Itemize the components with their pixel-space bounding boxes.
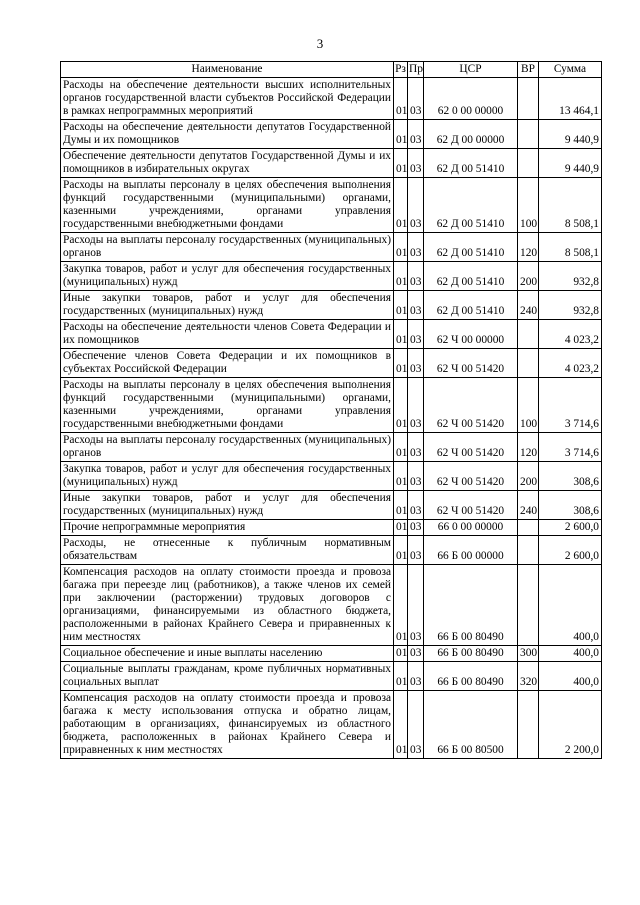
cell-rz: 01 [394, 462, 408, 491]
cell-vr: 120 [518, 433, 539, 462]
cell-csr: 62 0 00 00000 [424, 78, 518, 120]
table-row [61, 349, 602, 378]
table-header-row [61, 62, 602, 78]
cell-csr: 62 Д 00 51410 [424, 149, 518, 178]
cell-name: Прочие непрограммные мероприятия [61, 520, 394, 536]
cell-name: Иные закупки товаров, работ и услуг для обеспечения государственных (муниципальных) нужд [61, 291, 394, 320]
cell-name: Компенсация расходов на оплату стоимости проезда и провоза багажа к месту использования отпуска и обратно лицам, работающим в организациях, финансируемых из областного бюджета, расположенных в районах Крайнего Севера и приравненных к ним местностях [61, 691, 394, 759]
table-row [61, 491, 602, 520]
cell-vr: 200 [518, 262, 539, 291]
cell-vr: 120 [518, 233, 539, 262]
cell-pr: 03 [408, 565, 424, 646]
cell-vr: 300 [518, 646, 539, 662]
cell-csr: 66 Б 00 80490 [424, 646, 518, 662]
cell-csr: 62 Ч 00 51420 [424, 491, 518, 520]
cell-sum: 3 714,6 [539, 378, 602, 433]
cell-name: Расходы на обеспечение деятельности высших исполнительных органов государственной власти субъектов Российской Федерации в рамках непрограммных мероприятий [61, 78, 394, 120]
cell-sum: 2 200,0 [539, 691, 602, 759]
table-row [61, 78, 602, 120]
cell-sum: 4 023,2 [539, 320, 602, 349]
cell-vr: 200 [518, 462, 539, 491]
table-row [61, 565, 602, 646]
cell-vr [518, 520, 539, 536]
cell-name: Иные закупки товаров, работ и услуг для обеспечения государственных (муниципальных) нужд [61, 491, 394, 520]
cell-pr: 03 [408, 262, 424, 291]
header-name: Наименование [61, 62, 394, 78]
cell-pr: 03 [408, 646, 424, 662]
table-row [61, 120, 602, 149]
cell-csr: 66 Б 00 00000 [424, 536, 518, 565]
cell-pr: 03 [408, 349, 424, 378]
table-row [61, 646, 602, 662]
table-row [61, 378, 602, 433]
cell-sum: 13 464,1 [539, 78, 602, 120]
table-row [61, 233, 602, 262]
cell-pr: 03 [408, 120, 424, 149]
cell-csr: 62 Д 00 51410 [424, 178, 518, 233]
cell-vr: 100 [518, 378, 539, 433]
cell-vr: 320 [518, 662, 539, 691]
cell-name: Расходы на выплаты персоналу государственных (муниципальных) органов [61, 433, 394, 462]
cell-csr: 62 Ч 00 51420 [424, 433, 518, 462]
cell-pr: 03 [408, 691, 424, 759]
cell-sum: 400,0 [539, 662, 602, 691]
cell-pr: 03 [408, 233, 424, 262]
cell-csr: 62 Д 00 00000 [424, 120, 518, 149]
cell-rz: 01 [394, 149, 408, 178]
cell-vr [518, 320, 539, 349]
cell-sum: 8 508,1 [539, 178, 602, 233]
cell-pr: 03 [408, 291, 424, 320]
header-csr: ЦСР [424, 62, 518, 78]
cell-sum: 308,6 [539, 462, 602, 491]
cell-vr [518, 691, 539, 759]
page-number: 3 [316, 36, 324, 51]
cell-rz: 01 [394, 120, 408, 149]
cell-vr: 240 [518, 291, 539, 320]
cell-rz: 01 [394, 233, 408, 262]
cell-sum: 400,0 [539, 646, 602, 662]
cell-csr: 62 Ч 00 51420 [424, 378, 518, 433]
cell-sum: 932,8 [539, 262, 602, 291]
cell-vr [518, 149, 539, 178]
cell-sum: 2 600,0 [539, 536, 602, 565]
cell-rz: 01 [394, 691, 408, 759]
cell-pr: 03 [408, 536, 424, 565]
cell-rz: 01 [394, 378, 408, 433]
cell-name: Закупка товаров, работ и услуг для обеспечения государственных (муниципальных) нужд [61, 262, 394, 291]
cell-csr: 62 Ч 00 51420 [424, 349, 518, 378]
cell-sum: 308,6 [539, 491, 602, 520]
header-sum: Сумма [539, 62, 602, 78]
cell-rz: 01 [394, 520, 408, 536]
cell-name: Обеспечение деятельности депутатов Государственной Думы и их помощников в избирательных округах [61, 149, 394, 178]
table-row [61, 262, 602, 291]
cell-pr: 03 [408, 520, 424, 536]
cell-name: Расходы на обеспечение деятельности депутатов Государственной Думы и их помощников [61, 120, 394, 149]
cell-sum: 9 440,9 [539, 120, 602, 149]
cell-csr: 66 0 00 00000 [424, 520, 518, 536]
cell-pr: 03 [408, 662, 424, 691]
cell-sum: 2 600,0 [539, 520, 602, 536]
cell-rz: 01 [394, 291, 408, 320]
cell-rz: 01 [394, 565, 408, 646]
cell-vr: 240 [518, 491, 539, 520]
cell-name: Закупка товаров, работ и услуг для обеспечения государственных (муниципальных) нужд [61, 462, 394, 491]
cell-sum: 400,0 [539, 565, 602, 646]
cell-rz: 01 [394, 536, 408, 565]
cell-name: Расходы на обеспечение деятельности членов Совета Федерации и их помощников [61, 320, 394, 349]
cell-rz: 01 [394, 646, 408, 662]
table-row [61, 462, 602, 491]
cell-vr [518, 349, 539, 378]
cell-rz: 01 [394, 78, 408, 120]
cell-rz: 01 [394, 320, 408, 349]
cell-pr: 03 [408, 491, 424, 520]
cell-sum: 8 508,1 [539, 233, 602, 262]
table-row [61, 291, 602, 320]
budget-table [60, 61, 602, 759]
table-row [61, 149, 602, 178]
table-row [61, 178, 602, 233]
table-row [61, 520, 602, 536]
table-row [61, 662, 602, 691]
cell-csr: 66 Б 00 80490 [424, 565, 518, 646]
cell-pr: 03 [408, 320, 424, 349]
header-pr: Пр [408, 62, 424, 78]
cell-name: Расходы на выплаты персоналу государственных (муниципальных) органов [61, 233, 394, 262]
cell-csr: 62 Д 00 51410 [424, 291, 518, 320]
cell-rz: 01 [394, 662, 408, 691]
cell-sum: 3 714,6 [539, 433, 602, 462]
cell-pr: 03 [408, 462, 424, 491]
cell-name: Социальные выплаты гражданам, кроме публичных нормативных социальных выплат [61, 662, 394, 691]
table-row [61, 536, 602, 565]
cell-csr: 62 Д 00 51410 [424, 262, 518, 291]
header-vr: ВР [518, 62, 539, 78]
cell-csr: 62 Ч 00 00000 [424, 320, 518, 349]
cell-pr: 03 [408, 178, 424, 233]
cell-rz: 01 [394, 178, 408, 233]
cell-rz: 01 [394, 433, 408, 462]
cell-rz: 01 [394, 262, 408, 291]
cell-vr [518, 78, 539, 120]
cell-csr: 66 Б 00 80490 [424, 662, 518, 691]
cell-name: Расходы на выплаты персоналу в целях обеспечения выполнения функций государственными (муниципальными) органами, казенными учреждениями, органами управления государственными внебюджетными фондами [61, 178, 394, 233]
cell-vr [518, 536, 539, 565]
table-body [61, 78, 602, 759]
table-row [61, 433, 602, 462]
cell-sum: 9 440,9 [539, 149, 602, 178]
header-rz: Рз [394, 62, 408, 78]
cell-vr [518, 120, 539, 149]
cell-pr: 03 [408, 78, 424, 120]
cell-csr: 62 Д 00 51410 [424, 233, 518, 262]
table-row [61, 691, 602, 759]
cell-pr: 03 [408, 149, 424, 178]
cell-name: Компенсация расходов на оплату стоимости проезда и провоза багажа при переезде лиц (работников), а также членов их семей при заключении (расторжении) трудовых договоров с организациями, финансируемыми из областного бюджета, расположенными в районах Крайнего Севера и приравненных к ним местностях [61, 565, 394, 646]
cell-csr: 66 Б 00 80500 [424, 691, 518, 759]
cell-name: Расходы на выплаты персоналу в целях обеспечения выполнения функций государственными (муниципальными) органами, казенными учреждениями, органами управления государственными внебюджетными фондами [61, 378, 394, 433]
table-row [61, 320, 602, 349]
cell-rz: 01 [394, 491, 408, 520]
cell-vr [518, 565, 539, 646]
cell-pr: 03 [408, 433, 424, 462]
cell-vr: 100 [518, 178, 539, 233]
cell-rz: 01 [394, 349, 408, 378]
cell-name: Расходы, не отнесенные к публичным нормативным обязательствам [61, 536, 394, 565]
cell-sum: 932,8 [539, 291, 602, 320]
cell-pr: 03 [408, 378, 424, 433]
cell-sum: 4 023,2 [539, 349, 602, 378]
cell-csr: 62 Ч 00 51420 [424, 462, 518, 491]
cell-name: Социальное обеспечение и иные выплаты населению [61, 646, 394, 662]
cell-name: Обеспечение членов Совета Федерации и их помощников в субъектах Российской Федерации [61, 349, 394, 378]
